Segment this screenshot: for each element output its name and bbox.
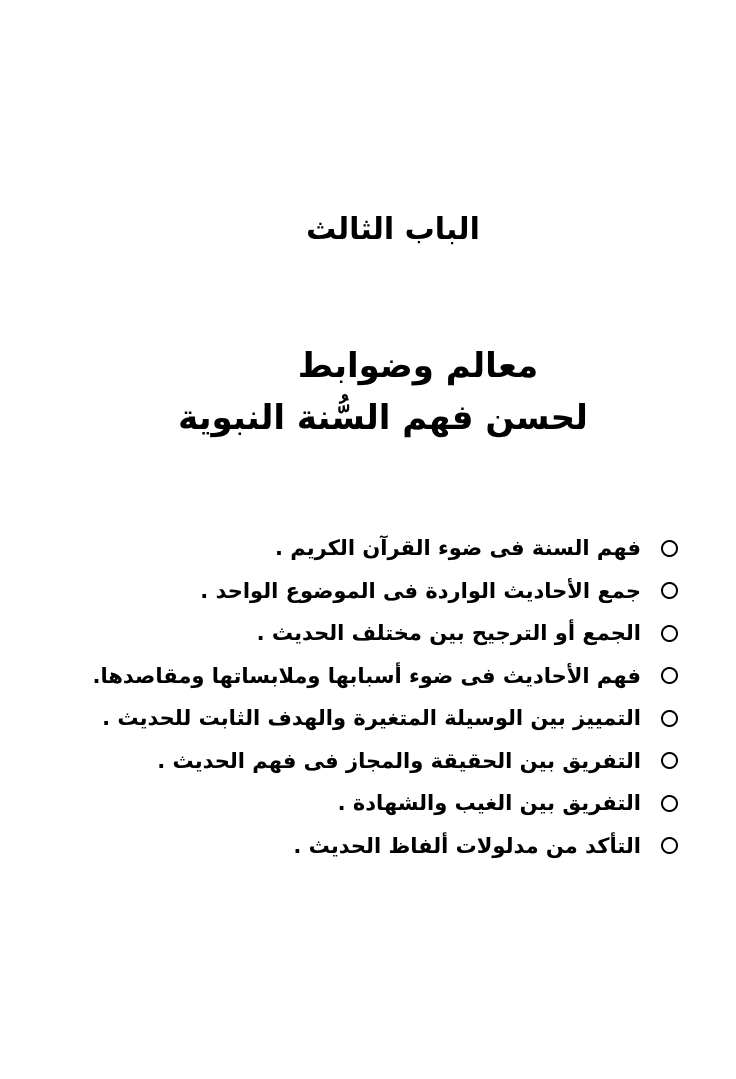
chapter-heading: الباب الثالث bbox=[306, 212, 480, 247]
topic-item bbox=[38, 655, 678, 698]
topic-item bbox=[38, 612, 678, 655]
topic-text: الجمع أو الترجيح بين مختلف الحديث . bbox=[256, 621, 641, 646]
circle-bullet-icon bbox=[661, 710, 678, 727]
topic-item bbox=[38, 570, 678, 613]
circle-bullet-icon bbox=[661, 625, 678, 642]
topic-text: التأكد من مدلولات ألفاظ الحديث . bbox=[293, 833, 641, 858]
topic-item bbox=[38, 825, 678, 868]
topic-item bbox=[38, 740, 678, 783]
topic-item bbox=[38, 697, 678, 740]
topic-text: جمع الأحاديث الواردة فى الموضوع الواحد . bbox=[200, 578, 641, 603]
topics-list bbox=[38, 527, 678, 867]
topic-text: التفريق بين الغيب والشهادة . bbox=[337, 791, 641, 816]
circle-bullet-icon bbox=[661, 837, 678, 854]
circle-bullet-icon bbox=[661, 795, 678, 812]
topic-item bbox=[38, 527, 678, 570]
chapter-title-line-1: معالم وضوابط bbox=[297, 346, 539, 386]
topic-text: فهم السنة فى ضوء القرآن الكريم . bbox=[275, 536, 641, 561]
circle-bullet-icon bbox=[661, 540, 678, 557]
topic-text: فهم الأحاديث فى ضوء أسبابها وملابساتها ومقاصدها. bbox=[92, 663, 641, 688]
circle-bullet-icon bbox=[661, 667, 678, 684]
circle-bullet-icon bbox=[661, 582, 678, 599]
topic-item bbox=[38, 782, 678, 825]
chapter-title-line-2: لحسن فهم السُّنة النبوية bbox=[178, 398, 588, 438]
circle-bullet-icon bbox=[661, 752, 678, 769]
topic-text: التفريق بين الحقيقة والمجاز فى فهم الحديث . bbox=[157, 748, 641, 773]
topic-text: التمييز بين الوسيلة المتغيرة والهدف الثابت للحديث . bbox=[102, 706, 641, 731]
